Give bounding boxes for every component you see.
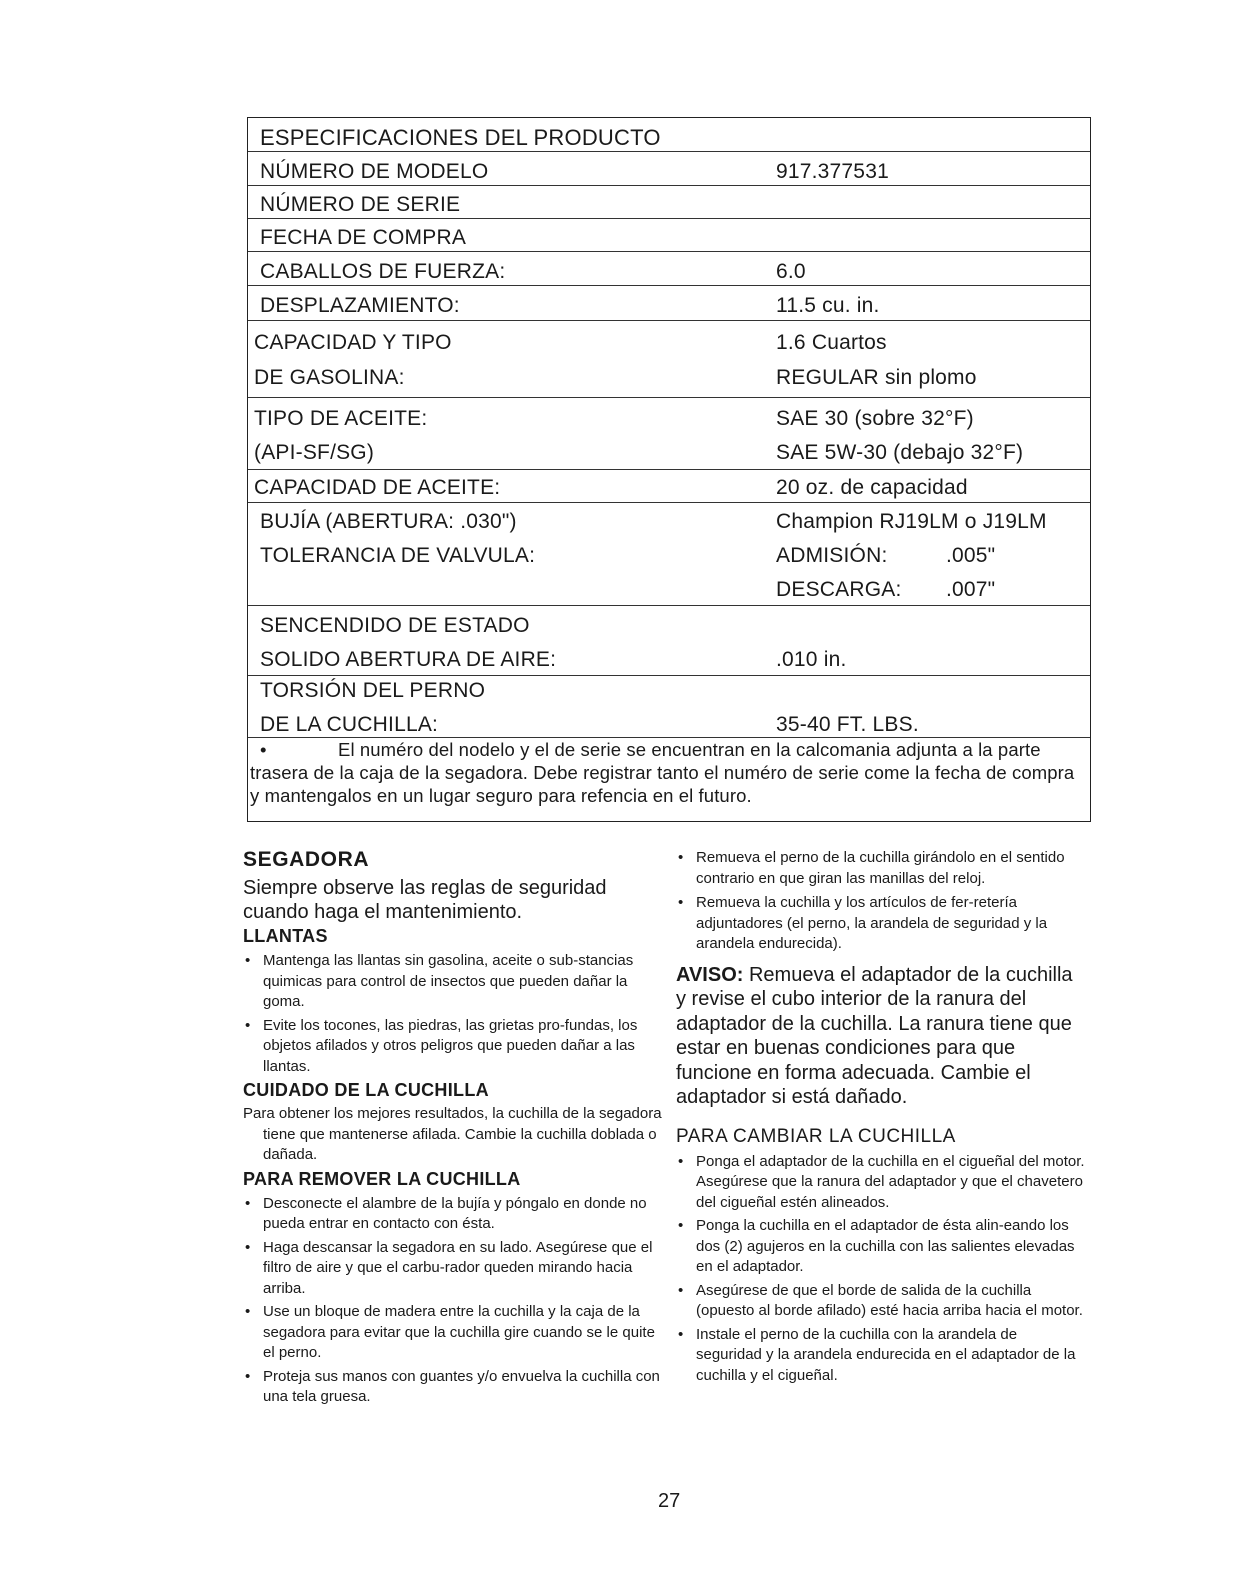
spec-value: SAE 5W-30 (debajo 32°F) — [776, 441, 1024, 464]
spec-label: TOLERANCIA DE VALVULA: — [260, 544, 536, 567]
aviso-paragraph — [676, 963, 1086, 1110]
spec-row — [248, 675, 1090, 738]
spec-value: Champion RJ19LM o J19LM — [776, 510, 1047, 533]
spec-label: DESPLAZAMIENTO: — [260, 294, 460, 317]
spec-value: .010 in. — [776, 648, 847, 671]
spec-label: TIPO DE ACEITE: — [254, 407, 428, 430]
spec-value: 20 oz. de capacidad — [776, 476, 968, 499]
list-item: • Ponga el adaptador de la cuchilla en el cigueñal del motor. Asegúrese que la ranura del adaptador y que el chavetero del cigueñal estén alineados. — [676, 1152, 1086, 1214]
spec-value: REGULAR sin plomo — [776, 366, 977, 389]
spec-label: SENCENDIDO DE ESTADO — [260, 614, 530, 637]
spec-value-extra: .005" — [946, 544, 996, 567]
spec-label: DE GASOLINA: — [254, 366, 405, 389]
spec-label: CAPACIDAD Y TIPO — [254, 331, 452, 354]
spec-label: CABALLOS DE FUERZA: — [260, 260, 506, 283]
spec-value: 11.5 cu. in. — [776, 294, 880, 317]
spec-label: TORSIÓN DEL PERNO — [260, 679, 486, 702]
list-item: • Evite los tocones, las piedras, las grietas pro-fundas, los objetos afilados y otros peligros que pueden dañar a las llantas. — [243, 1016, 663, 1078]
spec-row — [248, 185, 1090, 219]
list-item: • Remueva la cuchilla y los artículos de fer-retería adjuntadores (el perno, la arandela de seguridad y la arandela endurecida). — [676, 893, 1086, 955]
list-item: • Proteja sus manos con guantes y/o envuelva la cuchilla con una tela gruesa. — [243, 1367, 663, 1408]
spec-header-row — [248, 118, 1090, 152]
spec-row — [248, 285, 1090, 321]
list-item: • Instale el perno de la cuchilla con la arandela de seguridad y la arandela endurecida en el adaptador de la cuchilla y el cigueñal. — [676, 1325, 1086, 1387]
spec-note — [250, 738, 1086, 807]
spec-label: BUJÍA (ABERTURA: .030") — [260, 510, 517, 533]
spec-value: ADMISIÓN: — [776, 544, 888, 567]
aviso-label: AVISO: — [676, 963, 744, 986]
spec-header: ESPECIFICACIONES DEL PRODUCTO — [260, 125, 661, 150]
section-title-segadora: SEGADORA — [243, 848, 370, 871]
spec-label: (API-SF/SG) — [254, 441, 375, 464]
spec-value: 1.6 Cuartos — [776, 331, 887, 354]
list-item: • Haga descansar la segadora en su lado. Asegúrese que el filtro de aire y que el carbu-rador queden mirando hacia arriba. — [243, 1238, 663, 1300]
spec-label: NÚMERO DE SERIE — [260, 193, 461, 216]
spec-value: 6.0 — [776, 260, 806, 283]
spec-row — [248, 218, 1090, 252]
right-column — [676, 848, 1086, 1386]
list-item: • Desconecte el alambre de la bujía y póngalo en donde no pueda entrar en contacto con ésta. — [243, 1194, 663, 1235]
intro-text: Siempre observe las reglas de seguridad cuando haga el mantenimiento. — [243, 877, 607, 923]
list-item: • Remueva el perno de la cuchilla girándolo en el sentido contrario en que giran las manillas del reloj. — [676, 848, 1086, 889]
spec-row — [248, 251, 1090, 286]
spec-row — [248, 320, 1090, 398]
list-item: • Ponga la cuchilla en el adaptador de ésta alin-eando los dos (2) agujeros en la cuchilla con las salientes elevadas en el adaptador. — [676, 1216, 1086, 1278]
cuidado-text: Para obtener los mejores resultados, la cuchilla de la segadora tiene que mantenerse afilada. Cambie la cuchilla doblada o dañada. — [243, 1105, 662, 1163]
list-item: • Use un bloque de madera entre la cuchilla y la caja de la segadora para evitar que la cuchilla gire cuando se le quite el perno. — [243, 1302, 663, 1364]
spec-row — [248, 469, 1090, 503]
spec-row — [248, 151, 1090, 186]
spec-value-extra: .007" — [946, 578, 996, 601]
section-title-cambiar: PARA CAMBIAR LA CUCHILLA — [676, 1125, 956, 1147]
spec-row — [248, 397, 1090, 470]
spec-value: SAE 30 (sobre 32°F) — [776, 407, 974, 430]
spec-value: 917.377531 — [776, 160, 889, 183]
spec-label: SOLIDO ABERTURA DE AIRE: — [260, 648, 557, 671]
spec-row — [248, 502, 1090, 606]
product-specifications-table — [247, 117, 1091, 822]
left-column — [243, 848, 663, 1408]
aviso-text: Remueva el adaptador de la cuchilla y revise el cubo interior de la ranura del adaptador de la cuchilla. La ranura tiene que estar en buenas condiciones para que funcione en forma adecuada. Cambie el adaptador si está dañado. — [676, 963, 1073, 1108]
section-title-llantas: LLANTAS — [243, 926, 328, 946]
spec-row — [248, 605, 1090, 676]
spec-label: FECHA DE COMPRA — [260, 226, 467, 249]
spec-label: NÚMERO DE MODELO — [260, 160, 489, 183]
spec-value: DESCARGA: — [776, 578, 902, 601]
spec-value: 35-40 FT. LBS. — [776, 713, 919, 736]
section-title-remover: PARA REMOVER LA CUCHILLA — [243, 1168, 521, 1189]
list-item: • Mantenga las llantas sin gasolina, aceite o sub-stancias quimicas para control de insectos que pueden dañar la goma. — [243, 951, 663, 1013]
spec-label: DE LA CUCHILLA: — [260, 713, 439, 736]
list-item: • Asegúrese de que el borde de salida de la cuchilla (opuesto al borde afilado) esté hacia arriba hacia el motor. — [676, 1281, 1086, 1322]
page-number: 27 — [658, 1490, 681, 1512]
section-title-cuidado: CUIDADO DE LA CUCHILLA — [243, 1080, 489, 1100]
note-text: El numéro del nodelo y el de serie se encuentran en la calcomania adjunta a la parte trasera de la caja de la segadora. Debe registrar tanto el numéro de serie come la fecha de compra y mantengalos en un lugar seguro para refencia en el futuro. — [250, 739, 1075, 806]
spec-label: CAPACIDAD DE ACEITE: — [254, 476, 501, 499]
note-bullet: • — [260, 739, 267, 760]
